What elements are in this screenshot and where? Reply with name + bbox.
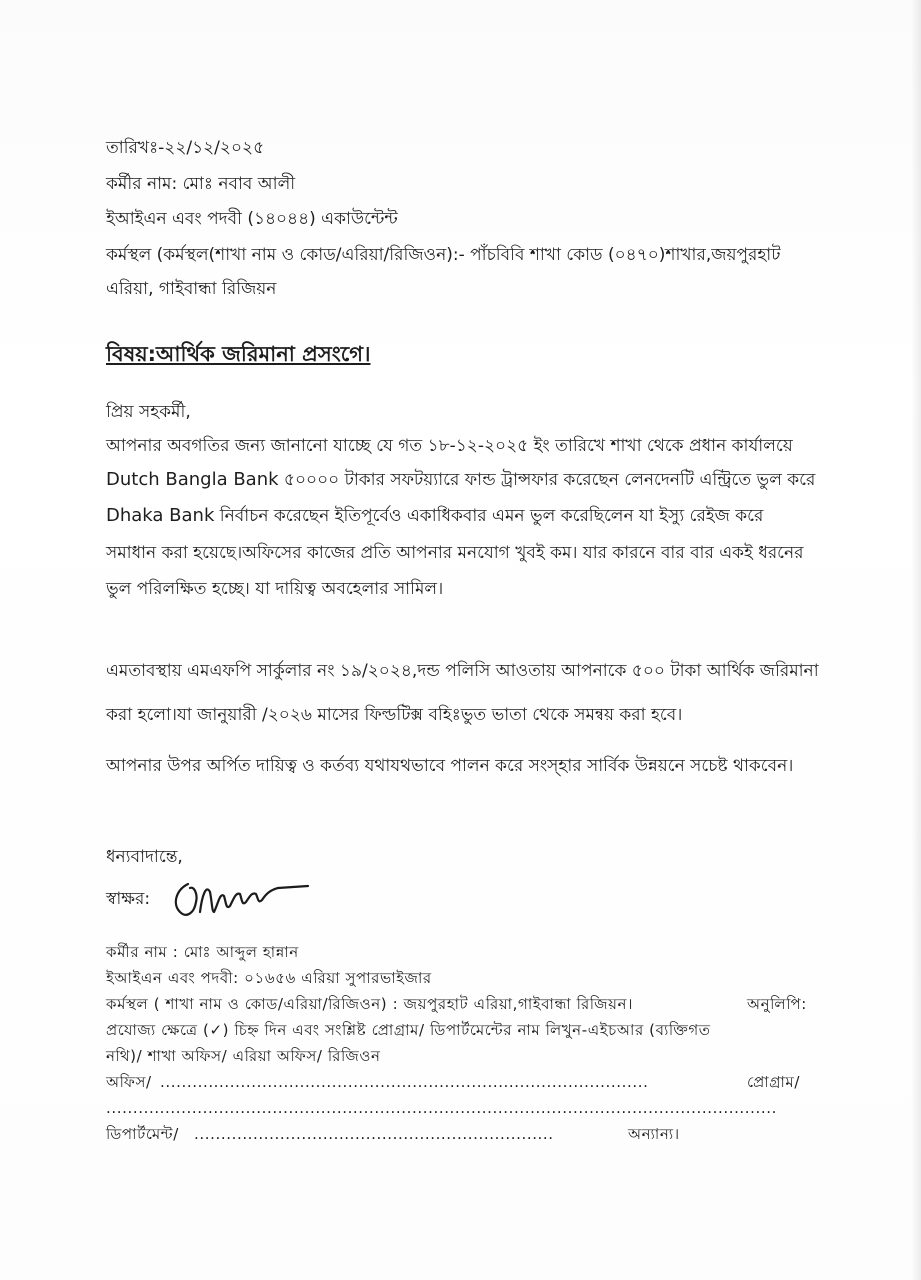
signer-ein-designation: ইআইএন এবং পদবী: ০১৬৫৬ এরিয়া সুপারভাইজার: [106, 969, 432, 987]
paragraph-1-line-3: [106, 505, 763, 527]
paragraph-2-line-1: এমতাবস্থায় এমএফপি সার্কুলার নং ১৯/২০২৪,দন্ড পলিসি আওতায় আপনাকে ৫০০ টাকা আর্থিক জরিমানা: [106, 661, 819, 681]
signer-name: কর্মীর নাম : মোঃ আব্দুল হান্নান: [106, 943, 299, 961]
paragraph-2-line-2: করা হলো।যা জানুয়ারী /২০২৬ মাসের ফিল্ডটিক্স বহিঃভুত ভাতা থেকে সমন্বয় করা হবে।: [106, 705, 683, 725]
copy-instructions-line-1: প্রযোজ্য ক্ষেত্রে (✓) চিহ্ন দিন এবং সংশ্লিষ্ট প্রোগ্রাম/ ডিপার্টমেন্টের নাম লিখুন-এইচআর (ব্যক্তিগত: [106, 1021, 711, 1039]
others-label: অন্যান্য।: [628, 1125, 680, 1143]
employee-name: কর্মীর নাম: মোঃ নবাব আলী: [106, 174, 296, 194]
bank-name-dbbl: Dutch Bangla Bank: [106, 469, 279, 490]
program-label: প্রোগ্রাম/: [747, 1073, 800, 1091]
letter-subject: বিষয়:আর্থিক জরিমানা প্রসংগে।: [106, 342, 371, 366]
bank-name-dhaka: Dhaka Bank: [106, 505, 215, 526]
signature-label: স্বাক্ষর:: [106, 889, 151, 909]
closing-thanks: ধন্যবাদান্তে,: [106, 847, 183, 867]
salutation: প্রিয় সহকর্মী,: [106, 402, 191, 422]
full-dotted-line: .............................................................................................................................: [106, 1099, 778, 1117]
workplace-line-2: এরিয়া, গাইবান্ধা রিজিয়ন: [106, 279, 277, 299]
department-label: ডিপার্টমেন্ট/: [106, 1125, 179, 1143]
paragraph-3-line-1: আপনার উপর অর্পিত দায়িত্ব ও কর্তব্য যথাযথভাবে পালন করে সংস্হার সার্বিক উন্নয়নে সচেষ্ট থাকবেন।: [106, 756, 794, 776]
employee-ein-designation: ইআইএন এবং পদবী (১৪০৪৪) একাউন্টেন্ট: [106, 209, 398, 229]
paragraph-1-line-3-text: নির্বাচন করেছেন ইতিপূর্বেও একাধিকবার এমন ভুল করেছিলেন যা ইস্যু রেইজ করে: [214, 506, 764, 526]
copy-label: অনুলিপি:: [747, 995, 807, 1013]
paragraph-1-line-1: আপনার অবগতির জন্য জানানো যাচ্ছে যে গত ১৮-১২-২০২৫ ইং তারিখে শাখা থেকে প্রধান কার্যালয়ে: [106, 436, 793, 456]
signer-workplace: কর্মস্থল ( শাখা নাম ও কোড/এরিয়া/রিজিওন) : জয়পুরহাট এরিয়া,গাইবান্ধা রিজিয়ন।: [106, 995, 634, 1013]
office-dotted-line: ...........................................................................................: [160, 1073, 649, 1091]
paragraph-1-line-4: সমাধান করা হয়েছে।অফিসের কাজের প্রতি আপনার মনযোগ খুবই কম। যার কারনে বার বার একই ধরনের: [106, 543, 804, 563]
department-dotted-line: ...................................................................: [194, 1125, 554, 1143]
signature-image: [168, 872, 318, 932]
letter-date: তারিখঃ-২২/১২/২০২৫: [106, 138, 265, 158]
workplace-line-1: কর্মস্থল (কর্মস্থল(শাখা নাম ও কোড/এরিয়া/রিজিওন):- পাঁচবিবি শাখা কোড (০৪৭০)শাখার,জয়পুরহাট: [106, 245, 781, 265]
paragraph-1-line-2-text: ৫০০০০ টাকার সফটয়্যারে ফান্ড ট্রান্সফার করেছেন লেনদেনটি এন্ট্রিতে ভুল করে: [278, 470, 816, 490]
paragraph-1-line-2: [106, 469, 815, 491]
paragraph-1-line-5: ভুল পরিলক্ষিত হচ্ছে। যা দায়িত্ব অবহেলার সামিল।: [106, 579, 444, 599]
office-label: অফিস/: [106, 1073, 152, 1091]
page-edge-shadow: [911, 0, 921, 1280]
copy-instructions-line-2: নথি)/ শাখা অফিস/ এরিয়া অফিস/ রিজিওন: [106, 1047, 381, 1065]
